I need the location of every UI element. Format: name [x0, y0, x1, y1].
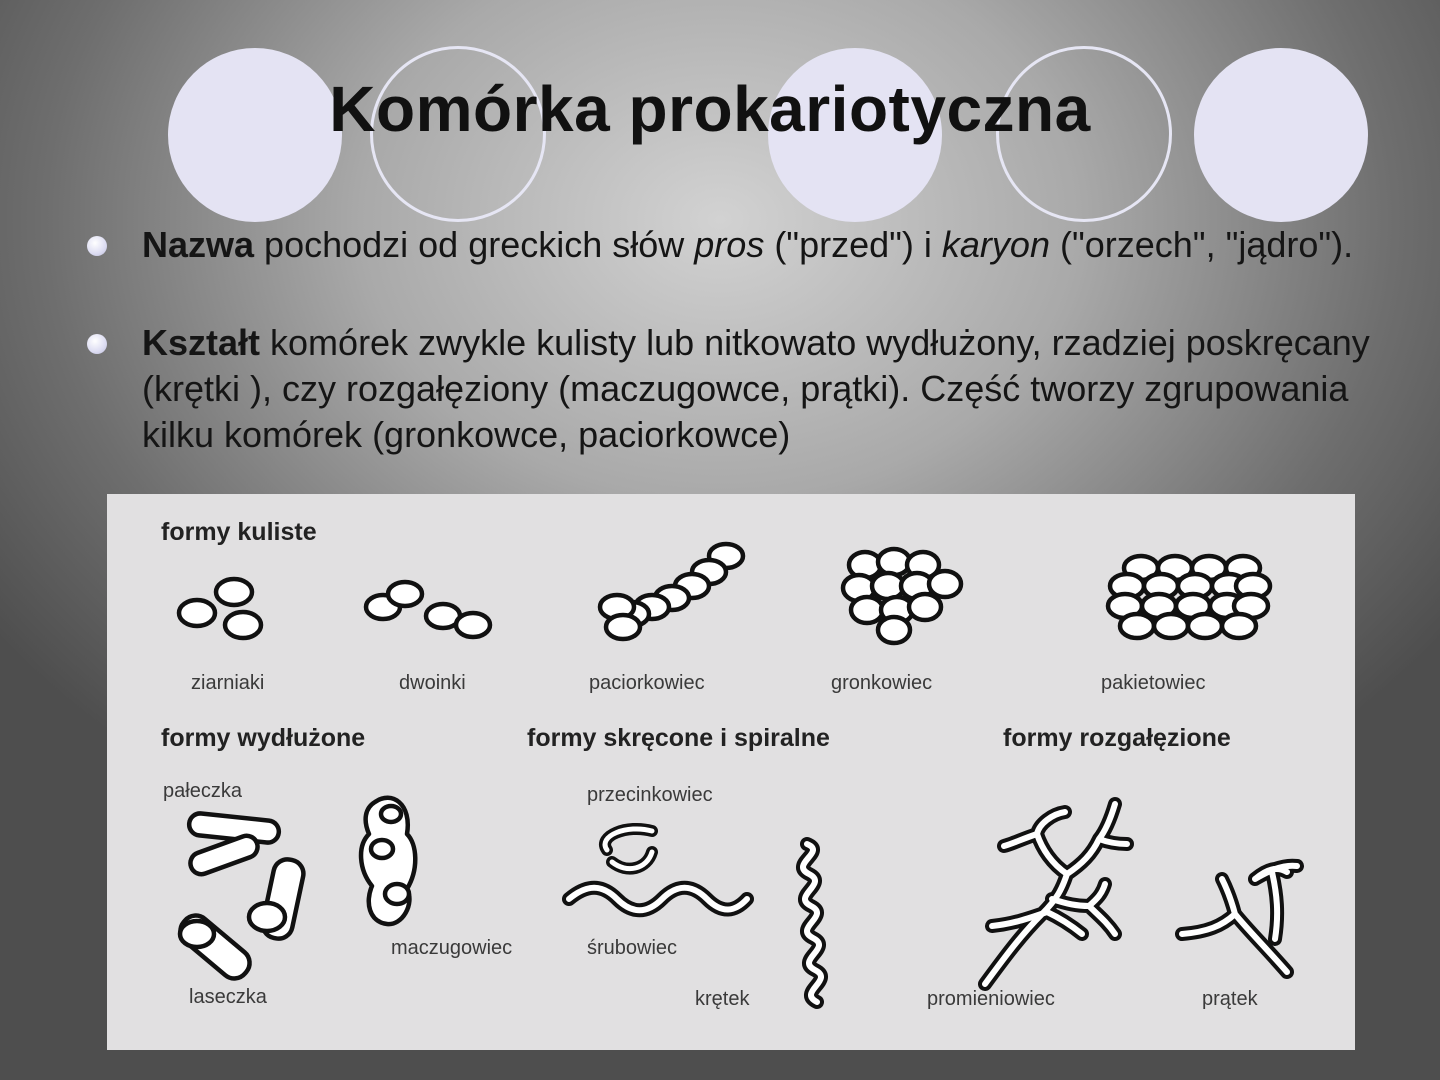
label-vibrio: przecinkowiec [587, 784, 713, 806]
label-actinomyces: promieniowiec [927, 988, 1055, 1010]
bullet-dot-icon [87, 236, 107, 256]
bullet-dot-icon [87, 334, 107, 354]
label-spirillum: śrubowiec [587, 937, 678, 959]
label-corynebacterium: maczugowiec [391, 937, 513, 959]
bullet-italic: pros [694, 224, 765, 265]
bullet-text: pochodzi od greckich słów [254, 224, 695, 265]
diplococci-drawing [366, 582, 490, 637]
bullet-shape [142, 320, 1372, 458]
bullet-italic: karyon [941, 224, 1050, 265]
bacteria-shapes-figure [107, 494, 1355, 1050]
bullet-keyword: Kształt [142, 322, 261, 363]
bullet-text: ("orzech", "jądro"). [1049, 224, 1354, 265]
spirochete-drawing [803, 844, 821, 1002]
actinomyces-drawing [985, 804, 1127, 984]
staphylococcus-drawing [843, 549, 961, 643]
vibrio-drawing [605, 829, 652, 869]
mycobacterium-drawing [1182, 866, 1297, 972]
label-rod: pałeczka [163, 780, 242, 802]
slide-title: Komórka prokariotyczna [329, 73, 1091, 145]
heading-spiral-forms: formy skręcone i spiralne [527, 724, 830, 752]
bacillus-spore-drawing [175, 857, 306, 984]
label-mycobacterium: prątek [1202, 988, 1258, 1010]
label-streptococcus: paciorkowiec [589, 672, 705, 694]
label-sarcina: pakietowiec [1101, 672, 1206, 694]
label-bacillus-spore: laseczka [189, 986, 267, 1008]
spirillum-drawing [569, 888, 747, 911]
streptococcus-drawing [600, 544, 743, 639]
label-diplococci: dwoinki [399, 672, 466, 694]
corynebacterium-drawing [361, 798, 415, 924]
label-cocci: ziarniaki [191, 672, 265, 694]
bullet-text: komórek zwykle kulisty lub nitkowato wydłużony, rzadziej poskręcany (krętki ), czy rozgałęziony (maczugowce, prątki). Część tworzy zgrupowania kilku komórek (gronkowce, paciorkowce) [142, 322, 1370, 455]
label-spirochete: krętek [695, 988, 750, 1010]
heading-elongated-forms: formy wydłużone [161, 724, 366, 752]
bacillus-rod-drawing [187, 812, 280, 877]
heading-branched-forms: formy rozgałęzione [1003, 724, 1231, 752]
heading-spherical-forms: formy kuliste [161, 518, 317, 546]
bullet-name-origin [142, 222, 1372, 268]
bacteria-drawings [107, 494, 1355, 1050]
bullet-text: ("przed") i [764, 224, 942, 265]
label-staphylococcus: gronkowiec [831, 672, 933, 694]
cocci-drawing [179, 579, 261, 638]
sarcina-drawing [1108, 556, 1270, 638]
bullet-keyword: Nazwa [142, 224, 255, 265]
